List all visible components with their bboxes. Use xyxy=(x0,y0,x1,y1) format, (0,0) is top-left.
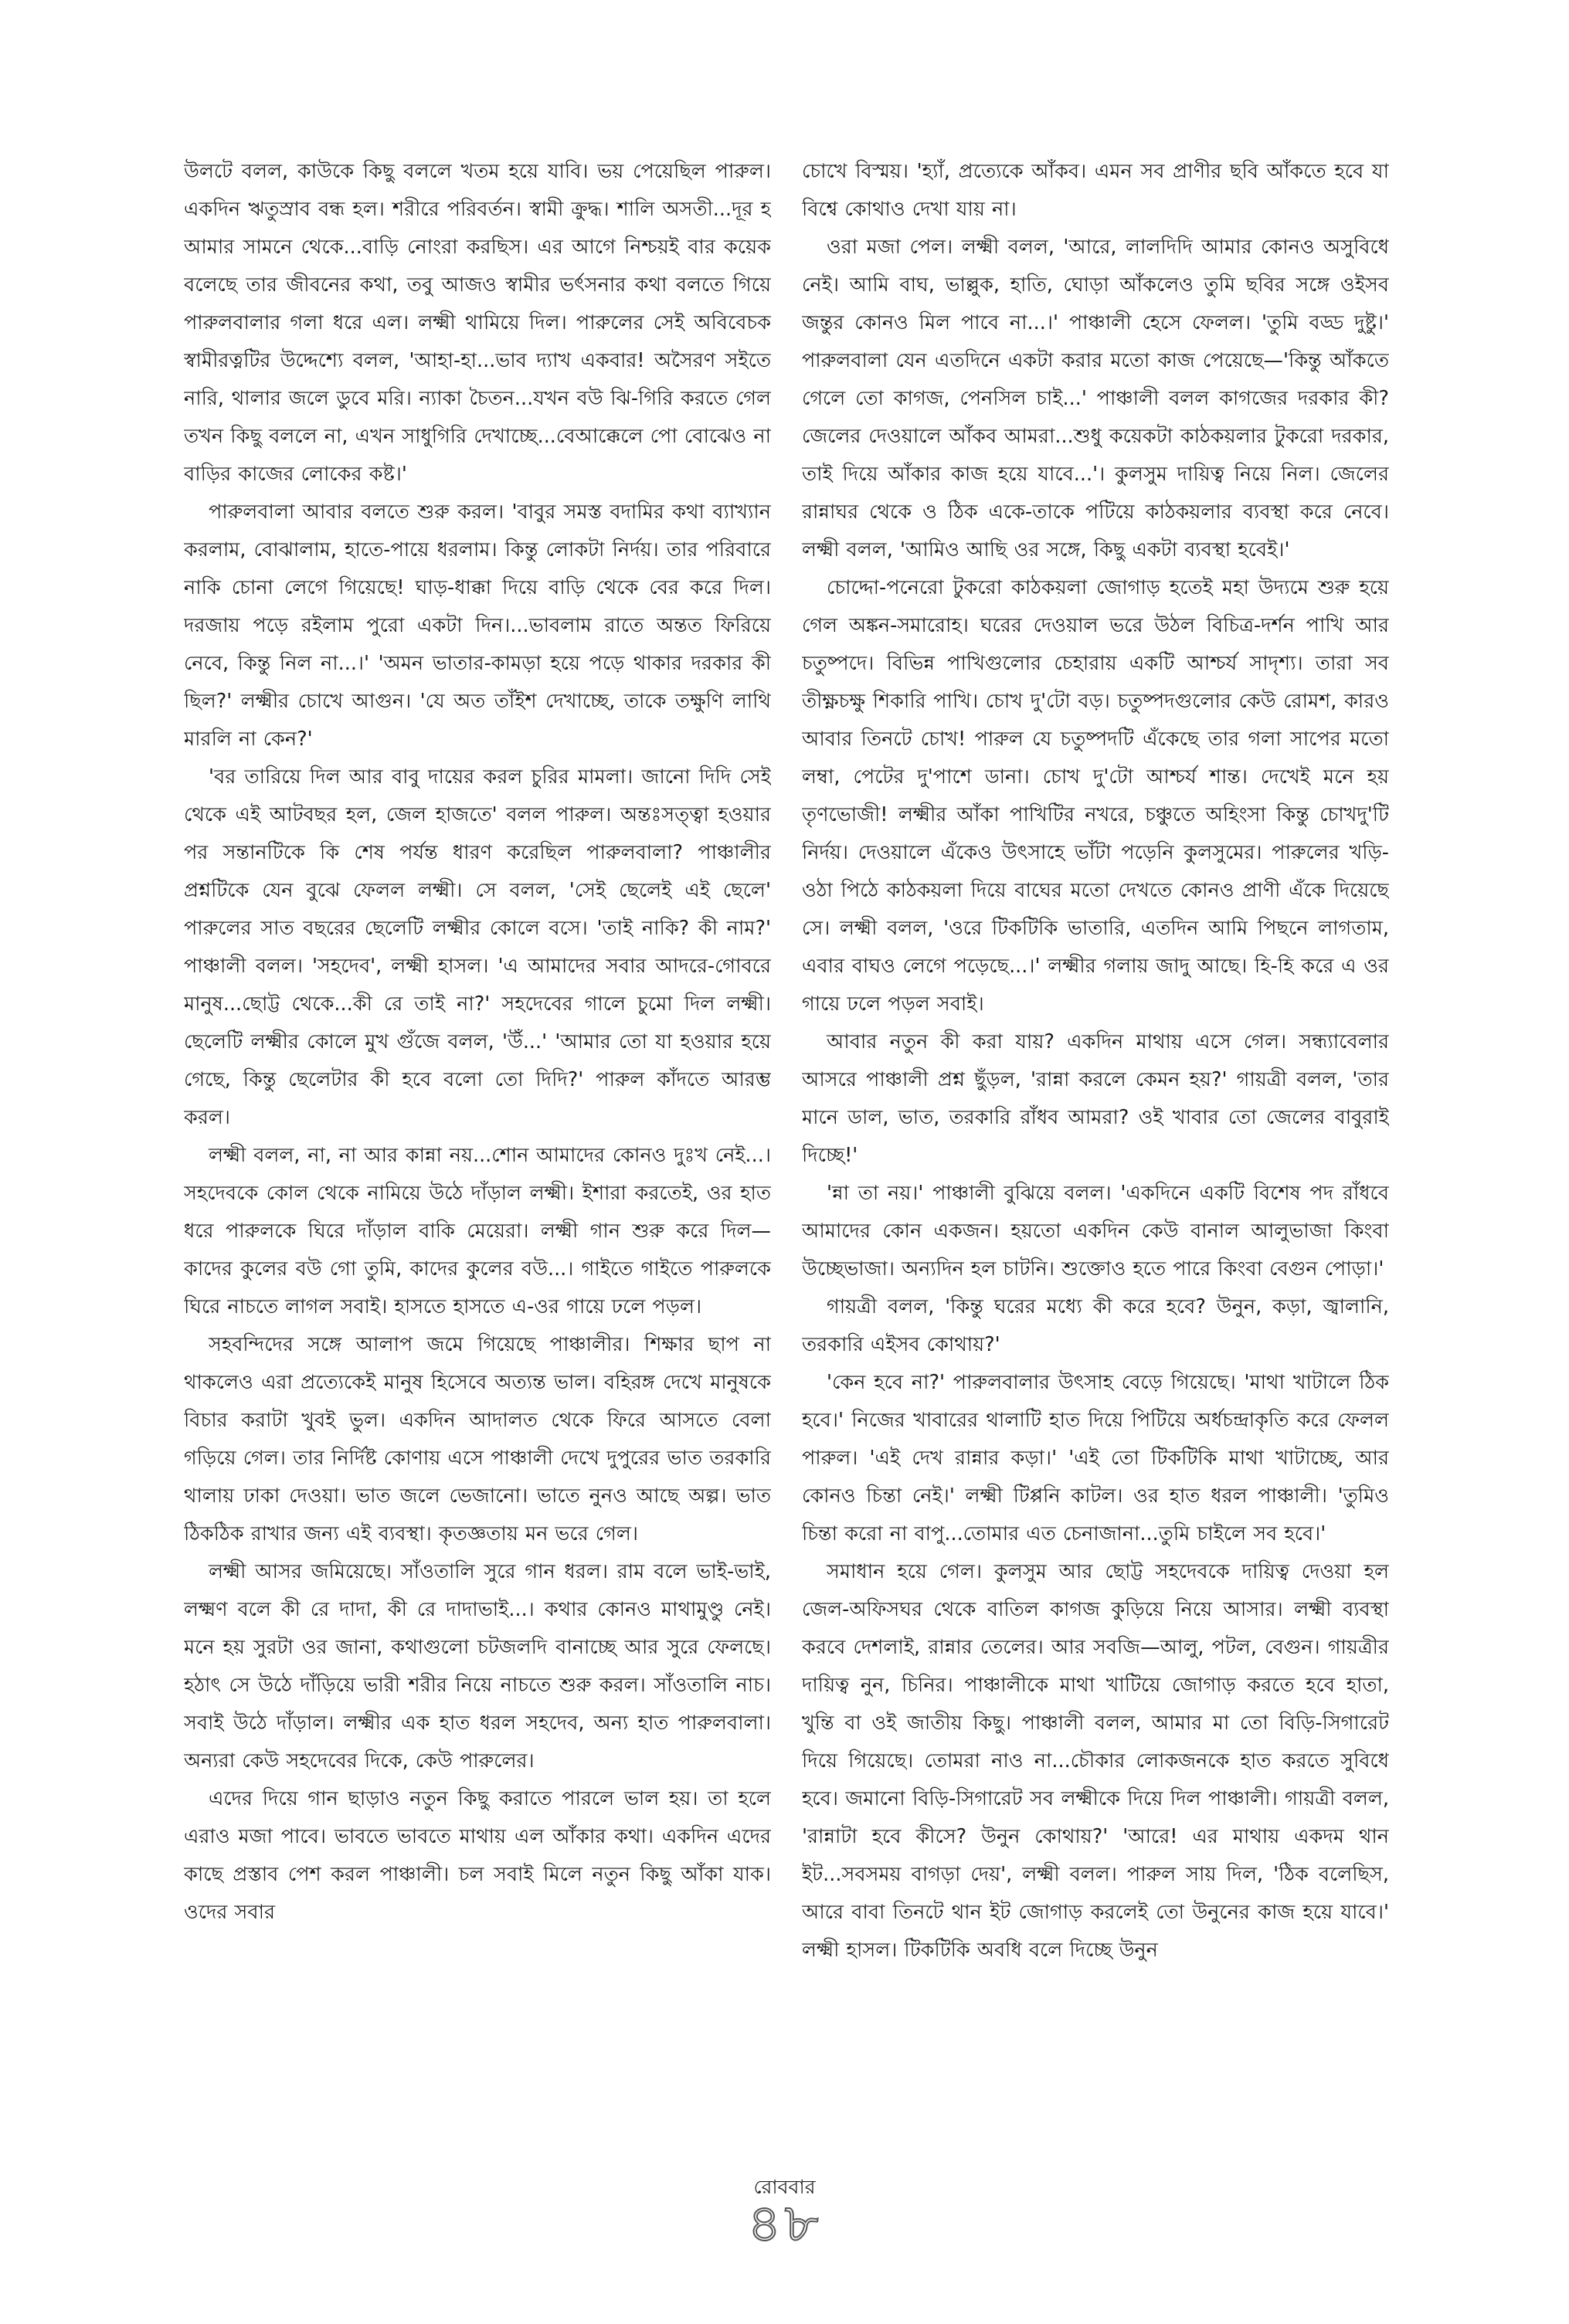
paragraph: ওরা মজা পেল। লক্ষ্মী বলল, 'আরে, লালদিদি আমার কোনও অসুবিধে নেই। আমি বাঘ, ভাল্লুক, হাতি, ঘোড়া আঁকলেও তুমি ছবির সঙ্গে ওইসব জন্তুর কোনও মিল পাবে না...।' পাঞ্চালী হেসে ফেলল। 'তুমি বড্ড দুষ্টু।' পারুলবালা যেন এতদিনে একটা করার মতো কাজ পেয়েছে—'কিন্তু আঁকতে গেলে তো কাগজ, পেনসিল চাই...' পাঞ্চালী বলল কাগজের দরকার কী? জেলের দেওয়ালে আঁকব আমরা...শুধু কয়েকটা কাঠকয়লার টুকরো দরকার, তাই দিয়ে আঁকার কাজ হয়ে যাবে...'। কুলসুম দায়িত্ব নিয়ে নিল। জেলের রান্নাঘর থেকে ও ঠিক একে-তাকে পটিয়ে কাঠকয়লার ব্যবস্থা করে নেবে। লক্ষ্মী বলল, 'আমিও আছি ওর সঙ্গে, কিছু একটা ব্যবস্থা হবেই।' xyxy=(802,236,1389,561)
paragraph: এদের দিয়ে গান ছাড়াও নতুন কিছু করাতে পারলে ভাল হয়। তা হলে এরাও মজা পাবে। ভাবতে ভাবতে মাথায় এল আঁকার কথা। একদিন এদের কাছে প্রস্তাব পেশ করল পাঞ্চালী। চল সবাই মিলে নতুন কিছু আঁকা যাক। ওদের সবার xyxy=(184,1787,771,1924)
paragraph: লক্ষ্মী বলল, না, না আর কান্না নয়...শোন আমাদের কোনও দুঃখ নেই...। সহদেবকে কোল থেকে নামিয়ে উঠে দাঁড়াল লক্ষ্মী। ইশারা করতেই, ওর হাত ধরে পারুলকে ঘিরে দাঁড়াল বাকি মেয়েরা। লক্ষ্মী গান শুরু করে দিল—কাদের কুলের বউ গো তুমি, কাদের কুলের বউ...। গাইতে গাইতে পারুলকে ঘিরে নাচতে লাগল সবাই। হাসতে হাসতে এ-ওর গায়ে ঢলে পড়ল। xyxy=(184,1144,771,1318)
paragraph: সহবন্দিদের সঙ্গে আলাপ জমে গিয়েছে পাঞ্চালীর। শিক্ষার ছাপ না থাকলেও এরা প্রত্যেকেই মানুষ হিসেবে অত্যন্ত ভাল। বহিরঙ্গ দেখে মানুষকে বিচার করাটা খুবই ভুল। একদিন আদালত থেকে ফিরে আসতে বেলা গড়িয়ে গেল। তার নির্দিষ্ট কোণায় এসে পাঞ্চালী দেখে দুপুরের ভাত তরকারি থালায় ঢাকা দেওয়া। ভাত জলে ভেজানো। ভাতে নুনও আছে অল্প। ভাত ঠিকঠিক রাখার জন্য এই ব্যবস্থা। কৃতজ্ঞতায় মন ভরে গেল। xyxy=(184,1333,771,1545)
paragraph: আবার নতুন কী করা যায়? একদিন মাথায় এসে গেল। সন্ধ্যাবেলার আসরে পাঞ্চালী প্রশ্ন ছুঁড়ল, 'রান্না করলে কেমন হয়?' গায়ত্রী বলল, 'তার মানে ডাল, ভাত, তরকারি রাঁধব আমরা? ওই খাবার তো জেলের বাবুরাই দিচ্ছে!' xyxy=(802,1030,1389,1167)
paragraph: চোখে বিস্ময়। 'হ্যাঁ, প্রত্যেকে আঁকব। এমন সব প্রাণীর ছবি আঁকতে হবে যা বিশ্বে কোথাও দেখা যায় না। xyxy=(802,160,1389,221)
paragraph: 'বর তারিয়ে দিল আর বাবু দায়ের করল চুরির মামলা। জানো দিদি সেই থেকে এই আটবছর হল, জেল হাজতে' বলল পারুল। অন্তঃসত্ত্বা হওয়ার পর সন্তানটিকে কি শেষ পর্যন্ত ধারণ করেছিল পারুলবালা? পাঞ্চালীর প্রশ্নটিকে যেন বুঝে ফেলল লক্ষ্মী। সে বলল, 'সেই ছেলেই এই ছেলে' পারুলের সাত বছরের ছেলেটি লক্ষ্মীর কোলে বসে। 'তাই নাকি? কী নাম?' পাঞ্চালী বলল। 'সহদেব', লক্ষ্মী হাসল। 'এ আমাদের সবার আদরে-গোবরে মানুষ...ছোট্ট থেকে...কী রে তাই না?' সহদেবের গালে চুমো দিল লক্ষ্মী। ছেলেটি লক্ষ্মীর কোলে মুখ গুঁজে বলল, 'উঁ...' 'আমার তো যা হওয়ার হয়ে গেছে, কিন্তু ছেলেটার কী হবে বলো তো দিদি?' পারুল কাঁদতে আরম্ভ করল। xyxy=(184,765,771,1129)
paragraph: লক্ষ্মী আসর জমিয়েছে। সাঁওতালি সুরে গান ধরল। রাম বলে ভাই-ভাই, লক্ষ্মণ বলে কী রে দাদা, কী রে দাদাভাই...। কথার কোনও মাথামুণ্ডু নেই। মনে হয় সুরটা ওর জানা, কথাগুলো চটজলদি বানাচ্ছে আর সুরে ফেলছে। হঠাৎ সে উঠে দাঁড়িয়ে ভারী শরীর নিয়ে নাচতে শুরু করল। সাঁওতালি নাচ। সবাই উঠে দাঁড়াল। লক্ষ্মীর এক হাত ধরল সহদেব, অন্য হাত পারুলবালা। অন্যরা কেউ সহদেবের দিকে, কেউ পারুলের। xyxy=(184,1560,771,1773)
right-column xyxy=(802,153,1389,2130)
paragraph: চোদ্দো-পনেরো টুকরো কাঠকয়লা জোগাড় হতেই মহা উদ্যমে শুরু হয়ে গেল অঙ্কন-সমারোহ। ঘরের দেওয়াল ভরে উঠল বিচিত্র-দর্শন পাখি আর চতুষ্পদে। বিভিন্ন পাখিগুলোর চেহারায় একটি আশ্চর্য সাদৃশ্য। তারা সব তীক্ষ্ণচক্ষু শিকারি পাখি। চোখ দু'টো বড়। চতুষ্পদগুলোর কেউ রোমশ, কারও আবার তিনটে চোখ! পারুল যে চতুষ্পদটি এঁকেছে তার গলা সাপের মতো লম্বা, পেটের দু'পাশে ডানা। চোখ দু'টো আশ্চর্য শান্ত। দেখেই মনে হয় তৃণভোজী! লক্ষ্মীর আঁকা পাখিটির নখরে, চঞ্চুতে অহিংসা কিন্তু চোখদু'টি নির্দয়। দেওয়ালে এঁকেও উৎসাহে ভাঁটা পড়েনি কুলসুমের। পারুলের খড়ি-ওঠা পিঠে কাঠকয়লা দিয়ে বাঘের মতো দেখতে কোনও প্রাণী এঁকে দিয়েছে সে। লক্ষ্মী বলল, 'ওরে টিকটিকি ভাতারি, এতদিন আমি পিছনে লাগতাম, এবার বাঘও লেগে পড়েছে...।' লক্ষ্মীর গলায় জাদু আছে। হি-হি করে এ ওর গায়ে ঢলে পড়ল সবাই। xyxy=(802,576,1389,1016)
paragraph: উলটে বলল, কাউকে কিছু বললে খতম হয়ে যাবি। ভয় পেয়েছিল পারুল। একদিন ঋতুস্রাব বন্ধ হল। শরীরে পরিবর্তন। স্বামী ক্রুদ্ধ। শালি অসতী...দূর হ আমার সামনে থেকে...বাড়ি নোংরা করছিস। এর আগে নিশ্চয়ই বার কয়েক বলেছে তার জীবনের কথা, তবু আজও স্বামীর ভর্ৎসনার কথা বলতে গিয়ে পারুলবালার গলা ধরে এল। লক্ষ্মী থামিয়ে দিল। পারুলের সেই অবিবেচক স্বামীরত্নটির উদ্দেশ্যে বলল, 'আহা-হা...ভাব দ্যাখ একবার! অসৈরণ সইতে নারি, থালার জলে ডুবে মরি। ন্যাকা চৈতন...যখন বউ ঝি-গিরি করতে গেল তখন কিছু বললে না, এখন সাধুগিরি দেখাচ্ছে...বেআক্কেলে পো বোঝেও না বাড়ির কাজের লোকের কষ্ট।' xyxy=(184,160,771,486)
paragraph: গায়ত্রী বলল, 'কিন্তু ঘরের মধ্যে কী করে হবে? উনুন, কড়া, জ্বালানি, তরকারি এইসব কোথায়?' xyxy=(802,1295,1389,1356)
paragraph: সমাধান হয়ে গেল। কুলসুম আর ছোট্ট সহদেবকে দায়িত্ব দেওয়া হল জেল-অফিসঘর থেকে বাতিল কাগজ কুড়িয়ে নিয়ে আসার। লক্ষ্মী ব্যবস্থা করবে দেশলাই, রান্নার তেলের। আর সবজি—আলু, পটল, বেগুন। গায়ত্রীর দায়িত্ব নুন, চিনির। পাঞ্চালীকে মাথা খাটিয়ে জোগাড় করতে হবে হাতা, খুন্তি বা ওই জাতীয় কিছু। পাঞ্চালী বলল, আমার মা তো বিড়ি-সিগারেট দিয়ে গিয়েছে। তোমরা নাও না...চৌকার লোকজনকে হাত করতে সুবিধে হবে। জমানো বিড়ি-সিগারেট সব লক্ষ্মীকে দিয়ে দিল পাঞ্চালী। গায়ত্রী বলল, 'রান্নাটা হবে কীসে? উনুন কোথায়?' 'আরে! এর মাথায় একদম থান ইট...সবসময় বাগড়া দেয়', লক্ষ্মী বলল। পারুল সায় দিল, 'ঠিক বলেছিস, আরে বাবা তিনটে থান ইট জোগাড় করলেই তো উনুনের কাজ হয়ে যাবে।' লক্ষ্মী হাসল। টিকটিকি অবধি বলে দিচ্ছে উনুন xyxy=(802,1560,1389,1962)
paragraph: পারুলবালা আবার বলতে শুরু করল। 'বাবুর সমস্ত বদামির কথা ব্যাখ্যান করলাম, বোঝালাম, হাতে-পায়ে ধরলাম। কিন্তু লোকটা নির্দয়। তার পরিবারে নাকি চোনা লেগে গিয়েছে! ঘাড়-ধাক্কা দিয়ে বাড়ি থেকে বের করে দিল। দরজায় পড়ে রইলাম পুরো একটা দিন।...ভাবলাম রাতে অন্তত ফিরিয়ে নেবে, কিন্তু নিল না...।' 'অমন ভাতার-কামড়া হয়ে পড়ে থাকার দরকার কী ছিল?' লক্ষ্মীর চোখে আগুন। 'যে অত তাঁইশ দেখাচ্ছে, তাকে তক্ষুণি লাথি মারলি না কেন?' xyxy=(184,500,771,751)
page-number: ৪৮ xyxy=(747,2193,822,2254)
magazine-name: রোববার xyxy=(753,2176,816,2198)
paragraph: 'ন্না তা নয়।' পাঞ্চালী বুঝিয়ে বলল। 'একদিনে একটি বিশেষ পদ রাঁধবে আমাদের কোন একজন। হয়তো একদিন কেউ বানাল আলুভাজা কিংবা উচ্ছেভাজা। অন্যদিন হল চাটনি। শুক্তোও হতে পারে কিংবা বেগুন পোড়া।' xyxy=(802,1182,1389,1281)
left-column xyxy=(184,153,771,2130)
paragraph: 'কেন হবে না?' পারুলবালার উৎসাহ বেড়ে গিয়েছে। 'মাথা খাটালে ঠিক হবে।' নিজের খাবারের থালাটি হাত দিয়ে পিটিয়ে অর্ধচন্দ্রাকৃতি করে ফেলল পারুল। 'এই দেখ রান্নার কড়া।' 'এই তো টিকটিকি মাথা খাটাচ্ছে, আর কোনও চিন্তা নেই।' লক্ষ্মী টিপ্পনি কাটল। ওর হাত ধরল পাঞ্চালী। 'তুমিও চিন্তা করো না বাপু...তোমার এত চেনাজানা...তুমি চাইলে সব হবে।' xyxy=(802,1371,1389,1545)
